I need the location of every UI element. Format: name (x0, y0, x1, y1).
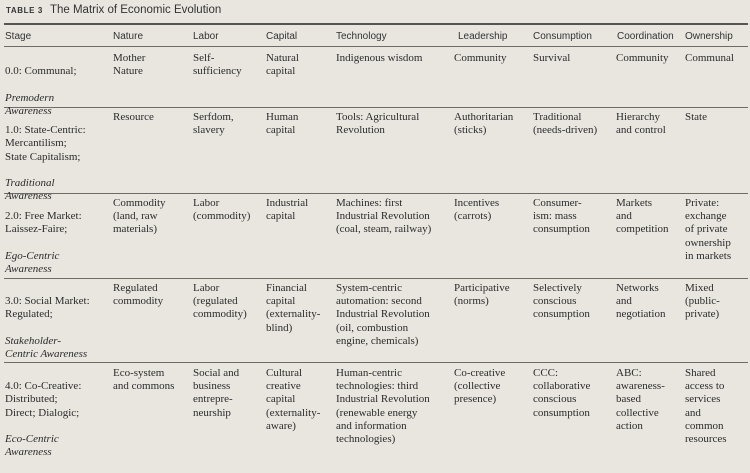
row-0-ownership: Communal (685, 52, 734, 64)
header-rule (4, 46, 748, 47)
stage-awareness: Eco-Centric Awareness (5, 433, 59, 459)
row-4-technology: Human-centric technologies: third Industrial Revolution (renewable energy and information technologies) (336, 367, 430, 446)
row-1-leadership: Authoritarian (sticks) (454, 111, 514, 137)
row-4-nature: Eco-system and commons (113, 367, 175, 393)
table-label: TABLE 3 (6, 6, 43, 15)
row-divider (4, 107, 748, 108)
header-coordination: Coordination (617, 31, 674, 42)
row-divider (4, 278, 748, 279)
stage-awareness: Ego-Centric Awareness (5, 249, 60, 276)
header-technology: Technology (336, 31, 387, 42)
row-2-ownership: Private: exchange of private ownership in markets (685, 197, 732, 262)
row-2-nature: Commodity (land, raw materials) (113, 197, 166, 236)
header-consumption: Consumption (533, 31, 592, 42)
row-4-stage (5, 367, 107, 473)
row-3-leadership: Participative (norms) (454, 282, 510, 308)
row-1-consumption: Traditional (needs-driven) (533, 111, 598, 137)
row-4-leadership: Co-creative (collective presence) (454, 367, 506, 406)
row-3-consumption: Selectively conscious consumption (533, 282, 590, 321)
stage-name: 2.0: Free Market: Laissez-Faire; (5, 210, 82, 236)
stage-name: 1.0: State-Centric: Mercantilism; State Capitalism; (5, 124, 86, 163)
row-2-capital: Industrial capital (266, 197, 309, 223)
row-2-coordination: Markets and competition (616, 197, 669, 236)
row-0-nature: Mother Nature (113, 52, 146, 78)
stage-name: 3.0: Social Market: Regulated; (5, 295, 90, 321)
row-4-labor: Social and business entrepre- neurship (193, 367, 240, 419)
header-capital: Capital (266, 31, 298, 42)
header-leadership: Leadership (458, 31, 508, 42)
row-0-capital: Natural capital (266, 52, 299, 78)
row-2-leadership: Incentives (carrots) (454, 197, 500, 223)
stage-awareness: Stakeholder- Centric Awareness (5, 334, 88, 361)
row-2-technology: Machines: first Industrial Revolution (coal, steam, railway) (336, 197, 432, 236)
row-0-leadership: Community (454, 52, 507, 64)
row-1-capital: Human capital (266, 111, 299, 137)
table-header-row (0, 27, 750, 45)
row-2-consumption: Consumer- ism: mass consumption (533, 197, 590, 236)
row-4-ownership: Shared access to services and common resources (685, 367, 727, 446)
row-1-coordination: Hierarchy and control (616, 111, 666, 137)
row-3-stage (5, 282, 107, 374)
header-ownership: Ownership (685, 31, 733, 42)
header-labor: Labor (193, 31, 219, 42)
row-4-consumption: CCC: collaborative conscious consumption (533, 367, 591, 419)
row-0-labor: Self- sufficiency (193, 52, 242, 78)
row-1-nature: Resource (113, 111, 154, 123)
row-divider (4, 362, 748, 363)
row-0-consumption: Survival (533, 52, 571, 64)
stage-name: 0.0: Communal; (5, 65, 77, 78)
header-stage: Stage (5, 31, 32, 42)
row-4-coordination: ABC: awareness- based collective action (616, 367, 665, 432)
row-divider (4, 193, 748, 194)
table-title (6, 4, 221, 16)
row-0-coordination: Community (616, 52, 669, 64)
row-3-nature: Regulated commodity (113, 282, 164, 308)
row-4-capital: Cultural creative capital (externality- aware) (266, 367, 321, 432)
row-3-capital: Financial capital (externality- blind) (266, 282, 321, 334)
row-3-labor: Labor (regulated commodity) (193, 282, 247, 321)
row-1-labor: Serfdom, slavery (193, 111, 234, 137)
row-3-ownership: Mixed (public- private) (685, 282, 720, 321)
header-nature: Nature (113, 31, 144, 42)
row-1-technology: Tools: Agricultural Revolution (336, 111, 420, 137)
stage-name: 4.0: Co-Creative: Distributed; Direct; Dialogic; (5, 380, 82, 419)
row-2-stage (5, 197, 107, 289)
row-3-coordination: Networks and negotiation (616, 282, 666, 321)
table-title-text: The Matrix of Economic Evolution (49, 4, 222, 16)
row-0-technology: Indigenous wisdom (336, 52, 423, 64)
stage-awareness: Premodern Awareness (5, 91, 55, 117)
row-2-labor: Labor (commodity) (193, 197, 251, 223)
row-3-technology: System-centric automation: second Industrial Revolution (oil, combustion engine, chemicals) (336, 282, 430, 347)
stage-awareness: Traditional Awareness (5, 177, 55, 203)
row-1-ownership: State (685, 111, 707, 123)
top-rule (4, 23, 748, 25)
